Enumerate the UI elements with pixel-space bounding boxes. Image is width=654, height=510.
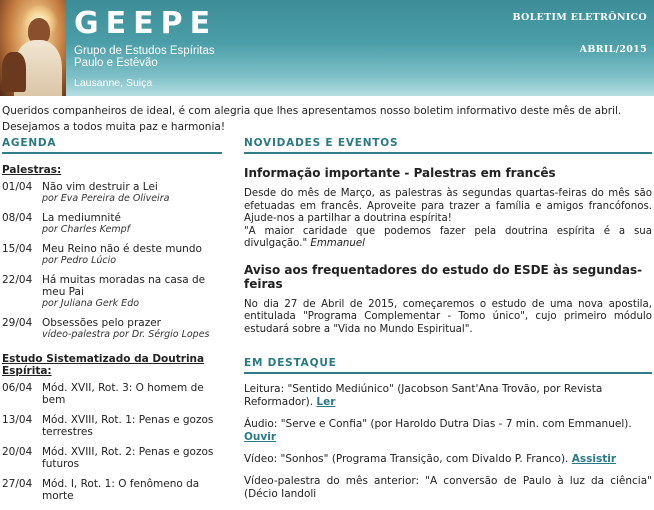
lecture-item: 22/04 Há muitas moradas na casa de meu Pai por Juliana Gerk Edo [2,274,206,309]
highlight-item: Áudio: "Serve e Confia" (por Haroldo Dutra Dias - 7 min. com Emmanuel). Ouvir [244,418,632,443]
highlight-item: Vídeo-palestra do mês anterior: "A conversão de Paulo à luz da ciência" (Décio Iandoli [244,475,652,500]
listen-link[interactable]: Ouvir [244,431,277,443]
destaque-title: EM DESTAQUE [244,357,652,374]
news-title: NOVIDADES E EVENTOS [244,137,652,154]
group-location: Lausanne, Suiça [74,77,153,89]
study-item: 27/04 Mód. I, Rot. 1: O fenômeno da morte [2,478,200,502]
study-item: 20/04 Mód. XVIII, Rot. 2: Penas e gozos futuros [2,446,214,470]
article-title: Aviso aos frequentadores do estudo do ESDE às segundas-feiras [244,262,643,291]
read-link[interactable]: Ler [316,396,336,408]
news-column [244,137,652,501]
agenda-title: AGENDA [2,137,222,154]
newsletter-date: ABRIL/2015 [579,44,647,55]
article-body: No dia 27 de Abril de 2015, começaremos o estudo de uma nova apostila, entitulada "Programa Complementar - Tomo único", cujo primeiro módulo estudará sobre a "Vida no Mundo Espiritual". [244,298,652,335]
highlight-item: Leitura: "Sentido Mediúnico" (Jacobson Sant'Ana Trovão, por Revista Reformador). Ler [244,383,603,408]
lecture-item: 08/04 La mediumnité por Charles Kempf [2,212,130,235]
article-title: Informação importante - Palestras em francês [244,166,556,180]
article-body: Desde do mês de Março, as palestras às segundas quartas-feiras do mês são efetuadas em francês. Aproveite para trazer a família e amigos francófonos. Ajude-nos a partilhar a doutrina espírita! "A maior caridade que podemos fazer pela doutrina espírita é a sua divulgação." Emmanuel [244,188,652,249]
highlight-item: Vídeo: "Sonhos" (Programa Transição, com Divaldo P. Franco). Assistir [244,453,617,465]
esde-heading: Estudo Sistematizado da Doutrina Espírita: [2,353,205,377]
study-item: 13/04 Mód. XVIII, Rot. 1: Penas e gozos terrestres [2,414,214,438]
geepe-logo: GEEPE [74,6,218,41]
lecture-item: 01/04 Não vim destruir a Lei por Eva Pereira de Oliveira [2,181,170,204]
intro-text: Queridos companheiros de ideal, é com alegria que lhes apresentamos nosso boletim informativo deste mês de abril. Desejamos a todos muita paz e harmonia! [2,105,622,133]
group-name: Grupo de Estudos Espíritas Paulo e Estêvão [74,45,215,69]
jesus-painting-image [0,0,66,96]
watch-link[interactable]: Assistir [571,453,617,465]
palestras-heading: Palestras: [2,164,62,176]
lecture-item: 29/04 Obsessões pelo prazer vídeo-palestra por Dr. Sérgio Lopes [2,317,210,340]
agenda-column [2,137,222,510]
newsletter-label: BOLETIM ELETRÔNICO [512,12,647,23]
lecture-item: 15/04 Meu Reino não é deste mundo por Pedro Lúcio [2,243,202,266]
study-item: 06/04 Mód. XVII, Rot. 3: O homem de bem [2,382,204,406]
newsletter-header [0,0,654,96]
